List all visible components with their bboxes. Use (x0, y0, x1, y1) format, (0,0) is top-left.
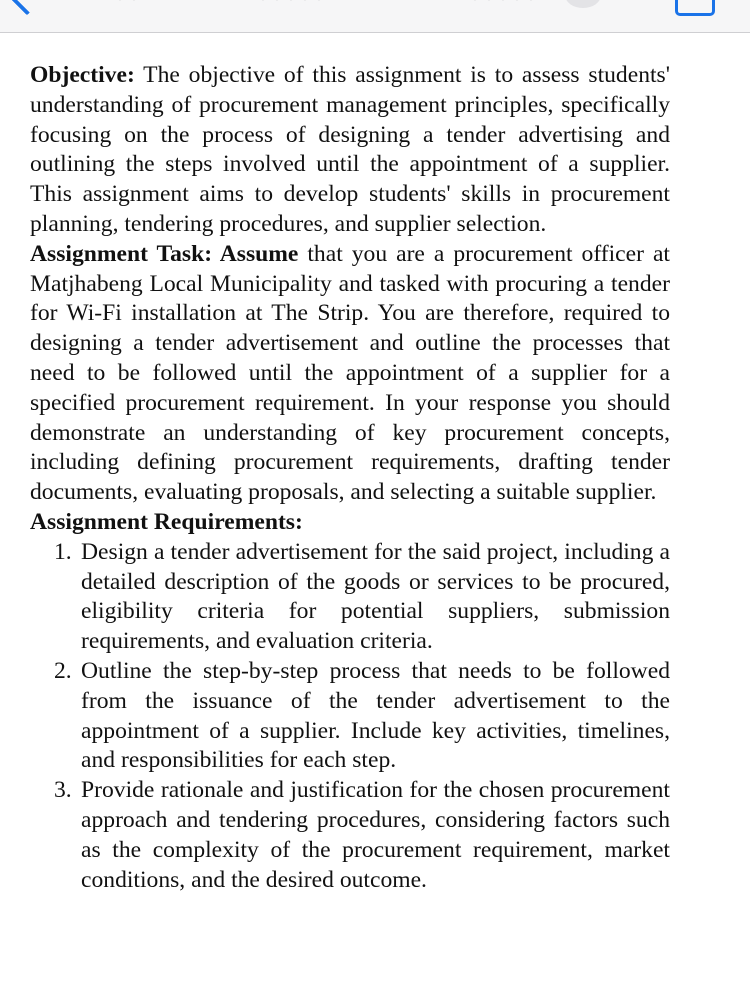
list-item-text: Outline the step-by-step process that needs to be followed from the issuance of the tender advertisement to the appointment of a supplier. Include key activities, timelines, and responsibilities for each step. (81, 657, 670, 774)
browser-toolbar (0, 0, 750, 33)
objective-paragraph (30, 61, 670, 240)
list-item (30, 538, 670, 657)
list-item (30, 657, 670, 776)
list-item-number: 2. (54, 657, 72, 684)
requirements-heading: Assignment Requirements: (30, 508, 303, 535)
square-icon[interactable] (675, 0, 715, 16)
objective-text: The objective of this assignment is to assess students' understanding of procurement management principles, specifically focusing on the process of designing a tender advertising and outlining the steps involved until the appointment of a supplier. This assignment aims to develop students' skills in procurement planning, tendering procedures, and supplier selection. (30, 62, 670, 237)
task-paragraph (30, 240, 670, 508)
toolbar-glyph-fragment (470, 0, 540, 4)
list-item-text: Design a tender advertisement for the said project, including a detailed description of the goods or services to be procured, eligibility criteria for potential suppliers, submission requirements, and evaluation criteria. (81, 538, 670, 655)
list-item-number: 3. (54, 777, 72, 804)
toolbar-glyph-fragment (115, 0, 145, 4)
chevron-left-icon[interactable] (9, 0, 46, 15)
requirements-list (30, 538, 670, 896)
circle-button-icon[interactable] (565, 0, 601, 8)
objective-label: Objective: (30, 62, 135, 88)
toolbar-glyph-fragment (258, 0, 328, 4)
list-item-number: 1. (54, 538, 72, 565)
document-body (30, 61, 670, 895)
task-text: that you are a procurement officer at Matjhabeng Local Municipality and tasked with procuring a tender for Wi-Fi installation at The Strip. You are therefore, required to designing a tender advertisement and outline the processes that need to be followed until the appointment of a supplier for a specified procurement requirement. In your response you should demonstrate an understanding of key procurement concepts, including defining procurement requirements, drafting tender documents, evaluating proposals, and selecting a suitable supplier. (30, 240, 670, 506)
list-item (30, 776, 670, 895)
list-item-text: Provide rationale and justification for the chosen procurement approach and tendering procedures, considering factors such as the complexity of the procurement requirement, market conditions, and the desired outcome. (81, 777, 670, 893)
task-label: Assignment Task: Assume (30, 240, 299, 267)
